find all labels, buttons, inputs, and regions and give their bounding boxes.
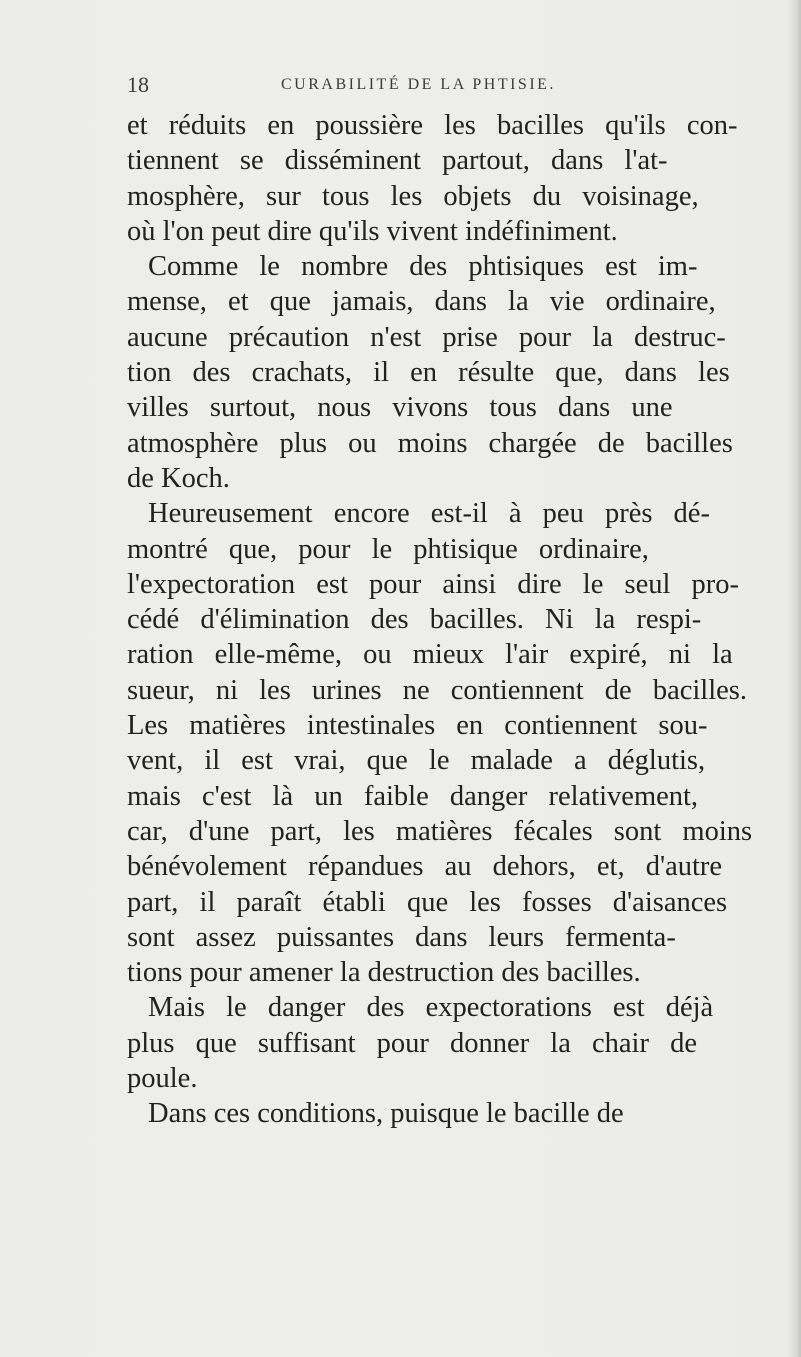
text-line: Comme le nombre des phtisiques est im- xyxy=(148,251,698,283)
page-edge-shadow xyxy=(787,0,801,1357)
text-line: Mais le danger des expectorations est déjà xyxy=(148,992,714,1024)
text-line: ration elle-même, ou mieux l'air expiré, ni la xyxy=(127,639,733,671)
text-line: de Koch. xyxy=(127,462,230,494)
page-number: 18 xyxy=(127,72,149,97)
text-line: vent, il est vrai, que le malade a déglutis, xyxy=(127,745,706,777)
body-text xyxy=(127,108,773,1132)
text-line: Dans ces conditions, puisque le bacille de xyxy=(148,1098,624,1130)
text-line: Heureusement encore est-il à peu près dé- xyxy=(148,498,710,530)
text-line: l'expectoration est pour ainsi dire le seul pro- xyxy=(127,568,740,600)
text-line: montré que, pour le phtisique ordinaire, xyxy=(127,533,649,565)
text-line: plus que suffisant pour donner la chair de xyxy=(127,1027,697,1059)
text-line: tiennent se disséminent partout, dans l'at- xyxy=(127,145,668,177)
text-line: mosphère, sur tous les objets du voisinage, xyxy=(127,180,699,212)
text-line: atmosphère plus ou moins chargée de bacilles xyxy=(127,427,733,459)
text-line: villes surtout, nous vivons tous dans une xyxy=(127,392,673,424)
text-line: mense, et que jamais, dans la vie ordinaire, xyxy=(127,286,716,318)
text-line: aucune précaution n'est prise pour la destruc- xyxy=(127,321,726,353)
text-line: poule. xyxy=(127,1063,198,1095)
text-line: Les matières intestinales en contiennent sou- xyxy=(127,710,708,742)
text-line: et réduits en poussière les bacilles qu'ils con- xyxy=(127,110,738,141)
text-line: cédé d'élimination des bacilles. Ni la respi- xyxy=(127,604,702,636)
running-head-title: CURABILITÉ DE LA PHTISIE. xyxy=(281,76,556,93)
text-line: part, il paraît établi que les fosses d'aisances xyxy=(127,886,728,918)
text-line: tion des crachats, il en résulte que, dans les xyxy=(127,357,730,389)
text-line: où l'on peut dire qu'ils vivent indéfiniment. xyxy=(127,215,618,247)
text-line: tions pour amener la destruction des bacilles. xyxy=(127,957,641,989)
text-line: sont assez puissantes dans leurs fermenta- xyxy=(127,921,676,953)
running-head xyxy=(127,68,767,98)
text-line: car, d'une part, les matières fécales sont moins xyxy=(127,815,753,847)
text-line: bénévolement répandues au dehors, et, d'autre xyxy=(127,851,723,883)
text-line: sueur, ni les urines ne contiennent de bacilles. xyxy=(127,674,747,706)
text-line: mais c'est là un faible danger relativement, xyxy=(127,780,699,812)
